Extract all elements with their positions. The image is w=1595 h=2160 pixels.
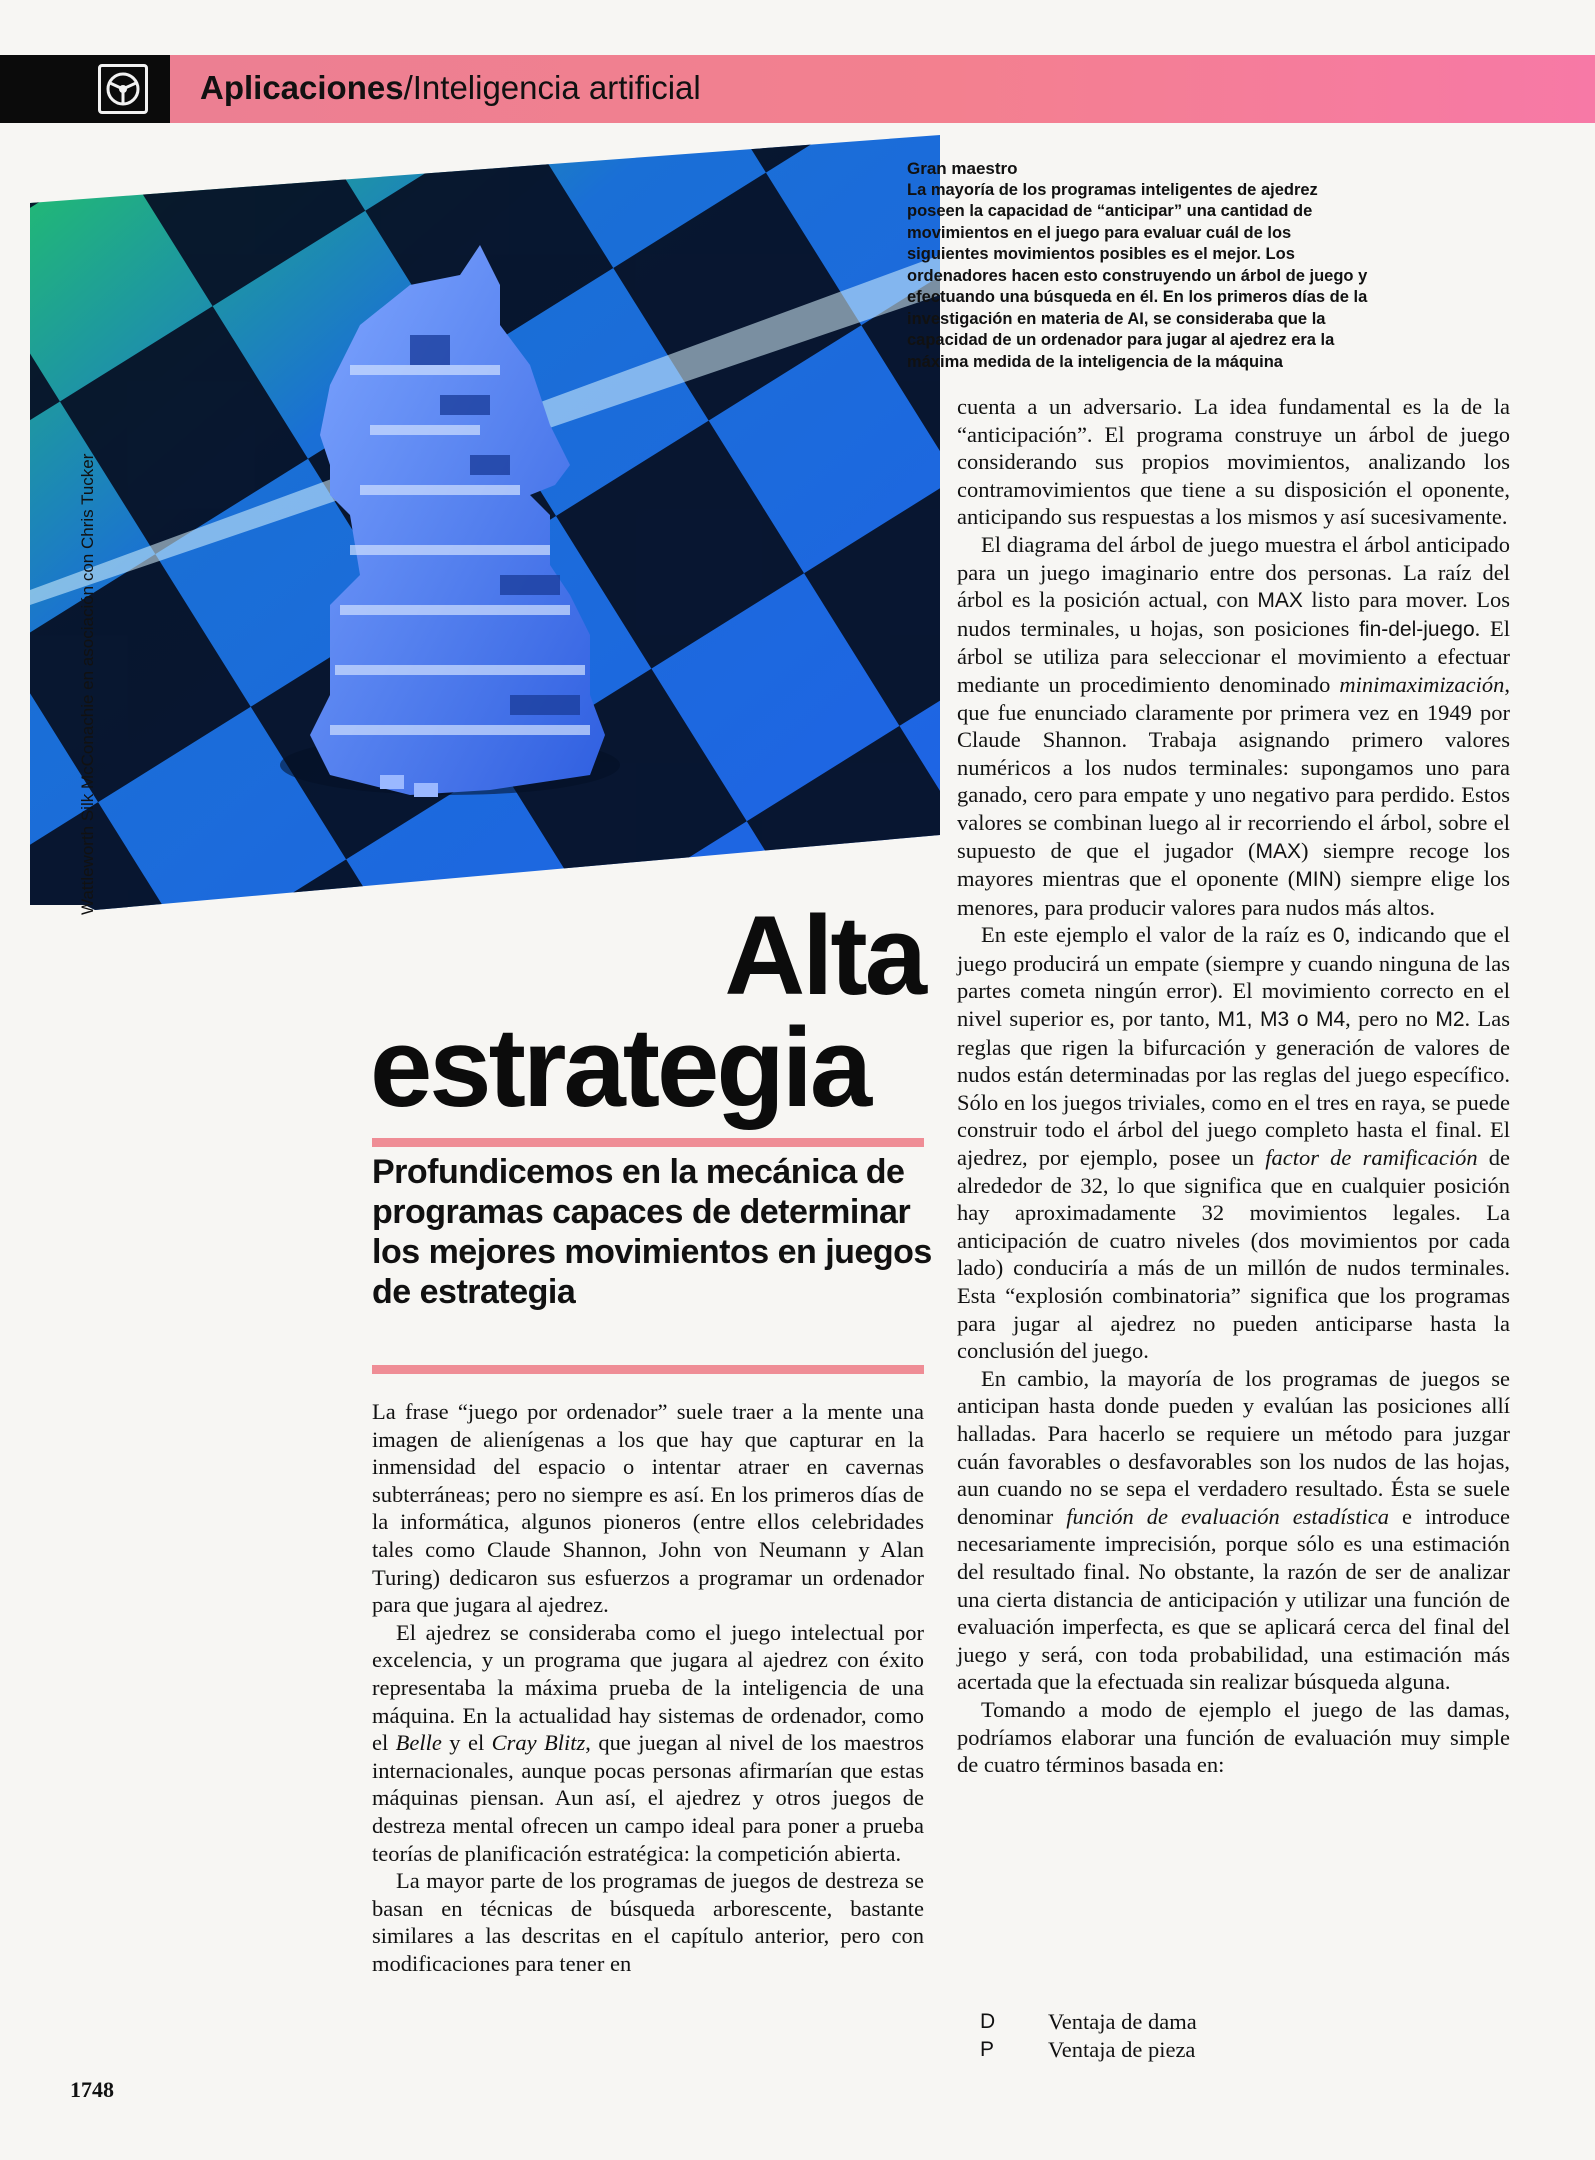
section-separator: / [403,69,413,106]
list-item [980,2036,1500,2064]
image-caption [907,158,1377,373]
term-key: P [980,2037,995,2061]
section-header [200,68,701,108]
photo-credit: Wattleworth Silk McConachie en asociación con Chris Tucker [78,453,97,915]
paragraph: En este ejemplo el valor de la raíz es 0, indicando que el juego producirá un empate (siempre y cuando ninguna de las partes cometa ningún error). El movimiento correcto en el nivel superior es, por tanto, M1, M3 o M4, pero no M2. Las reglas que rigen la bifurcación y generación de valores de nudos están determinadas por las reglas del juego específico. Sólo en los juegos triviales, como en el tres en raya, se puede construir todo el árbol del juego completo hasta el final. El ajedrez, por ejemplo, posee un factor de ramificación de alrededor de 32, lo que significa que en cualquier posición hay aproximadamente 32 movimientos legales. La anticipación de cuatro niveles (dos movimientos por cada lado) conduciría a más de un millón de nudos terminales. Esta “explosión combinatoria” significa que los programas para jugar al ajedrez no pueden anticiparse hasta la conclusión del juego. [957,922,1510,1364]
chess-knight-illustration [30,135,940,910]
paragraph: En cambio, la mayoría de los programas de juegos se anticipan hasta donde pueden y evalúan las posiciones allí halladas. Para hacerlo se requiere un método para juzgar cuán favorables o desfavorables son los nudos de las hojas, aun cuando no se sepa el verdadero resultado. Ésta se suele denominar función de evaluación estadística e introduce necesariamente imprecisión, porque sólo es una estimación del resultado final. No obstante, la razón de ser de analizar una cierta distancia de anticipación y utilizar una función de evaluación imperfecta, es que se aplicará cerca del final del juego y será, con toda probabilidad, una estimación más acertada que la efectuada sin realizar búsqueda alguna. [957,1365,1510,1695]
list-item [980,2008,1500,2036]
body-column-left [372,1398,924,1977]
section-name: Aplicaciones [200,69,404,106]
title-line-2: estrategia [370,1005,870,1130]
subtitle-bottom-rule [372,1365,924,1374]
paragraph: Tomando a modo de ejemplo el juego de las damas, podríamos elaborar una función de evaluación muy simple de cuatro términos basada en: [957,1696,1510,1778]
article-title [370,893,930,1130]
evaluation-terms-list [980,2008,1500,2063]
paragraph: La frase “juego por ordenador” suele traer a la mente una imagen de alienígenas a los que hay que capturar en la inmensidad del espacio o intentar atraer en cavernas subterráneas; pero no siempre es así. En los primeros días de la informática, algunos pioneros (entre ellos celebridades tales como Claude Shannon, John von Neumann y Alan Turing) dedicaron sus esfuerzos a programar un ordenador para que jugara al ajedrez. [372,1399,924,1618]
term-label: Ventaja de dama [1048,2009,1197,2034]
term-key: D [980,2010,996,2033]
page-number: 1748 [70,2077,114,2102]
paragraph: El ajedrez se consideraba como el juego intelectual por excelencia, y un programa que jugara al ajedrez con éxito representaba la máxima prueba de la inteligencia de una máquina. En la actualidad hay sistemas de ordenador, como el Belle y el Cray Blitz, que juegan al nivel de los maestros internacionales, aunque pocas personas afirmarían que estas máquinas piensan. Aun así, el ajedrez y otros juegos de destreza mental ofrecen un campo ideal para poner a prueba teorías de planificación estratégica: la competición abierta. [372,1619,924,1866]
paragraph: cuenta a un adversario. La idea fundamental es la de la “anticipación”. El programa construye un árbol de juego considerando sus propios movimientos, analizando los contramovimientos que tiene a su disposición el oponente, anticipando sus respuestas a los mismos y así sucesivamente. [957,394,1510,530]
paragraph: La mayor parte de los programas de juegos de destreza se basan en técnicas de búsqueda arborescente, bastante similares a las descritas en el capítulo anterior, pero con modificaciones para tener en [372,1868,924,1976]
body-column-right [957,393,1510,1779]
subtitle-top-rule [372,1138,924,1147]
paragraph: El diagrama del árbol de juego muestra el árbol anticipado para un juego imaginario entre dos personas. La raíz del árbol es la posición actual, con MAX listo para mover. Los nudos terminales, u hojas, son posiciones fin-del-juego. El árbol se utiliza para seleccionar el movimiento a efectuar mediante un procedimiento denominado minimaximización, que fue enunciado claramente por primera vez en 1949 por Claude Shannon. Trabaja asignando primero valores numéricos a los nudos terminales: supongamos uno para ganado, cero para empate y uno negativo para perdido. Estos valores se combinan luego al ir recorriendo el árbol, sobre el supuesto de que el jugador (MAX) siempre recoge los mayores mientras que el oponente (MIN) siempre elige los menores, para producir valores para nudos más altos. [957,531,1511,920]
caption-text: La mayoría de los programas inteligentes de ajedrez poseen la capacidad de “anticipar” una cantidad de movimientos en el juego para evaluar cuál de los siguientes movimientos posibles es el mejor. Los ordenadores hacen esto construyendo un árbol de juego y efectuando una búsqueda en él. En los primeros días de la investigación en materia de AI, se consideraba que la capacidad de un ordenador para jugar al ajedrez era la máxima medida de la inteligencia de la máquina [907,180,1368,371]
steering-wheel-icon [98,64,148,114]
title-line-1: Alta [724,893,924,1018]
caption-title: Gran maestro [907,159,1018,178]
section-topic: Inteligencia artificial [412,69,701,106]
term-label: Ventaja de pieza [1048,2036,1196,2062]
article-subtitle: Profundicemos en la mecánica de programas capaces de determinar los mejores movimientos en juegos de estrategia [372,1153,932,1311]
